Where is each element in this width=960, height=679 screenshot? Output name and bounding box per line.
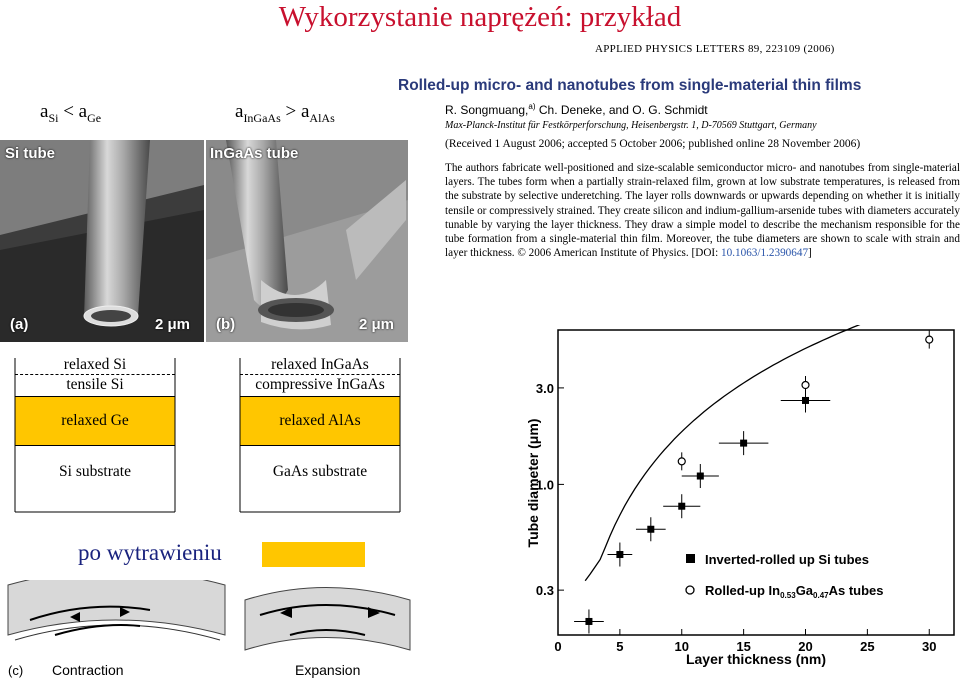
- si-tube-illustration: [0, 140, 204, 342]
- sem-panel-label: (b): [216, 316, 236, 333]
- slide-title: Wykorzystanie naprężeń: przykład: [278, 1, 682, 33]
- data-point-si: [697, 473, 704, 480]
- author-rest: Ch. Deneke, and O. G. Schmidt: [535, 103, 708, 117]
- y-axis-label: Tube diameter (μm): [525, 418, 541, 548]
- cond-op: <: [58, 101, 79, 122]
- doi-suffix: ]: [808, 247, 812, 260]
- layer-top2: tensile Si: [66, 376, 124, 393]
- layer-top2: compressive InGaAs: [255, 376, 385, 393]
- abstract-text: The authors fabricate well-positioned and size-scalable semiconductor micro- and nanotubes from single-material layers. The tubes form when a partially strain-relaxed film, grown at low substrate temperatures, is released from the substrate by selective underetching. The layer rolls downwards or upwards depending on whether it is initially tensile or compressively strained. They create silicon and indium-gallium-arsenide tubes with diameters accurately tunable by varying the layer thickness. They draw a simple model to describe the mechanism responsible for the tube formation from a single-material thin film. Moreover, the tube diameters are shown to scale with strain and layer thickness. © 2006 American Institute of Physics.: [445, 162, 960, 260]
- legend-label-si: Inverted-rolled up Si tubes: [705, 552, 869, 567]
- stack-frame-lines: [0, 340, 420, 540]
- sem-image-ingaas-tube: [206, 140, 408, 342]
- sem-scale-label: 2 μm: [359, 316, 395, 333]
- legend-marker-circle: [686, 586, 694, 594]
- data-point-si: [740, 440, 747, 447]
- tube-diameter-chart: [520, 325, 960, 679]
- legend-sub: 0.47: [813, 591, 829, 600]
- data-point-si: [585, 618, 592, 625]
- doi-link[interactable]: 10.1063/1.2390647: [721, 247, 809, 260]
- sem-scale-label: 2 μm: [155, 316, 191, 333]
- data-point-si: [678, 503, 685, 510]
- layer-top1: relaxed InGaAs: [271, 356, 369, 373]
- y-tick-label: 0.3: [535, 583, 554, 599]
- data-point-si: [647, 526, 654, 533]
- layer-substrate: Si substrate: [59, 463, 131, 480]
- data-point-si: [616, 551, 623, 558]
- cond-a: a: [300, 101, 310, 122]
- sacrificial-layer-swatch: [262, 542, 365, 567]
- legend-part: As tubes: [828, 583, 884, 598]
- journal-reference: APPLIED PHYSICS LETTERS 89, 223109 (2006): [595, 43, 835, 55]
- cond-sub: AlAs: [309, 110, 335, 125]
- paper-affiliation: Max-Planck-Institut für Festkörperforschung, Heisenbergstr. 1, D-70569 Stuttgart, Germany: [445, 120, 817, 131]
- y-tick-label: 3.0: [535, 380, 554, 396]
- lattice-condition-si-ge: [40, 100, 101, 130]
- cond-sub: Si: [48, 110, 59, 125]
- legend-part: Ga: [795, 583, 814, 598]
- x-tick-label: 15: [736, 639, 751, 654]
- paper-abstract: [445, 161, 960, 260]
- data-point-ingaas: [802, 382, 809, 389]
- author-note: a): [528, 102, 536, 111]
- legend-sub: 0.53: [780, 591, 796, 600]
- author-first: R. Songmuang,: [445, 103, 529, 117]
- legend-marker-square: [686, 554, 695, 563]
- legend-part: Rolled-up In: [705, 583, 781, 598]
- paper-title: Rolled-up micro- and nanotubes from single-material thin films: [398, 77, 862, 94]
- ingaas-tube-illustration: [206, 140, 408, 342]
- layer-substrate: GaAs substrate: [272, 463, 368, 480]
- paper-authors: [445, 102, 708, 117]
- sem-label: Si tube: [5, 145, 56, 162]
- sem-image-si-tube: [0, 140, 204, 342]
- paper-received: (Received 1 August 2006; accepted 5 October 2006; published online 28 November 2006): [445, 138, 861, 150]
- layer-sacrificial: relaxed AlAs: [240, 396, 400, 446]
- contraction-diagram: [0, 580, 235, 679]
- x-axis-label: Layer thickness (nm): [685, 651, 827, 667]
- expansion-diagram: [240, 580, 420, 679]
- cond-a: a: [235, 101, 244, 122]
- x-tick-label: 5: [616, 639, 624, 654]
- x-tick-label: 20: [798, 639, 813, 654]
- layer-sacrificial: relaxed Ge: [15, 396, 175, 446]
- sem-label: InGaAs tube: [210, 145, 299, 162]
- after-etch-label: po wytrawieniu: [78, 540, 222, 565]
- diagram-panel-label: (c): [8, 663, 24, 678]
- x-tick-label: 30: [922, 639, 937, 654]
- data-point-si: [802, 397, 809, 404]
- cond-op: >: [280, 101, 301, 122]
- lattice-condition-ingaas-alas: [235, 100, 335, 130]
- x-tick-label: 25: [860, 639, 875, 654]
- cond-sub: Ge: [87, 110, 102, 125]
- contraction-label: Contraction: [52, 662, 124, 678]
- data-point-ingaas: [678, 458, 685, 465]
- doi-prefix: [DOI:: [688, 247, 722, 260]
- layer-top1: relaxed Si: [63, 356, 127, 373]
- sem-panel-label: (a): [10, 316, 29, 333]
- expansion-label: Expansion: [295, 662, 361, 678]
- cond-a: a: [78, 101, 88, 122]
- paper-excerpt: [398, 40, 960, 290]
- cond-sub: InGaAs: [243, 110, 281, 125]
- cond-a: a: [40, 101, 49, 122]
- x-tick-label: 0: [554, 639, 562, 654]
- y-tick-label: 1.0: [535, 477, 554, 493]
- data-point-ingaas: [926, 336, 933, 343]
- x-tick-label: 10: [674, 639, 689, 654]
